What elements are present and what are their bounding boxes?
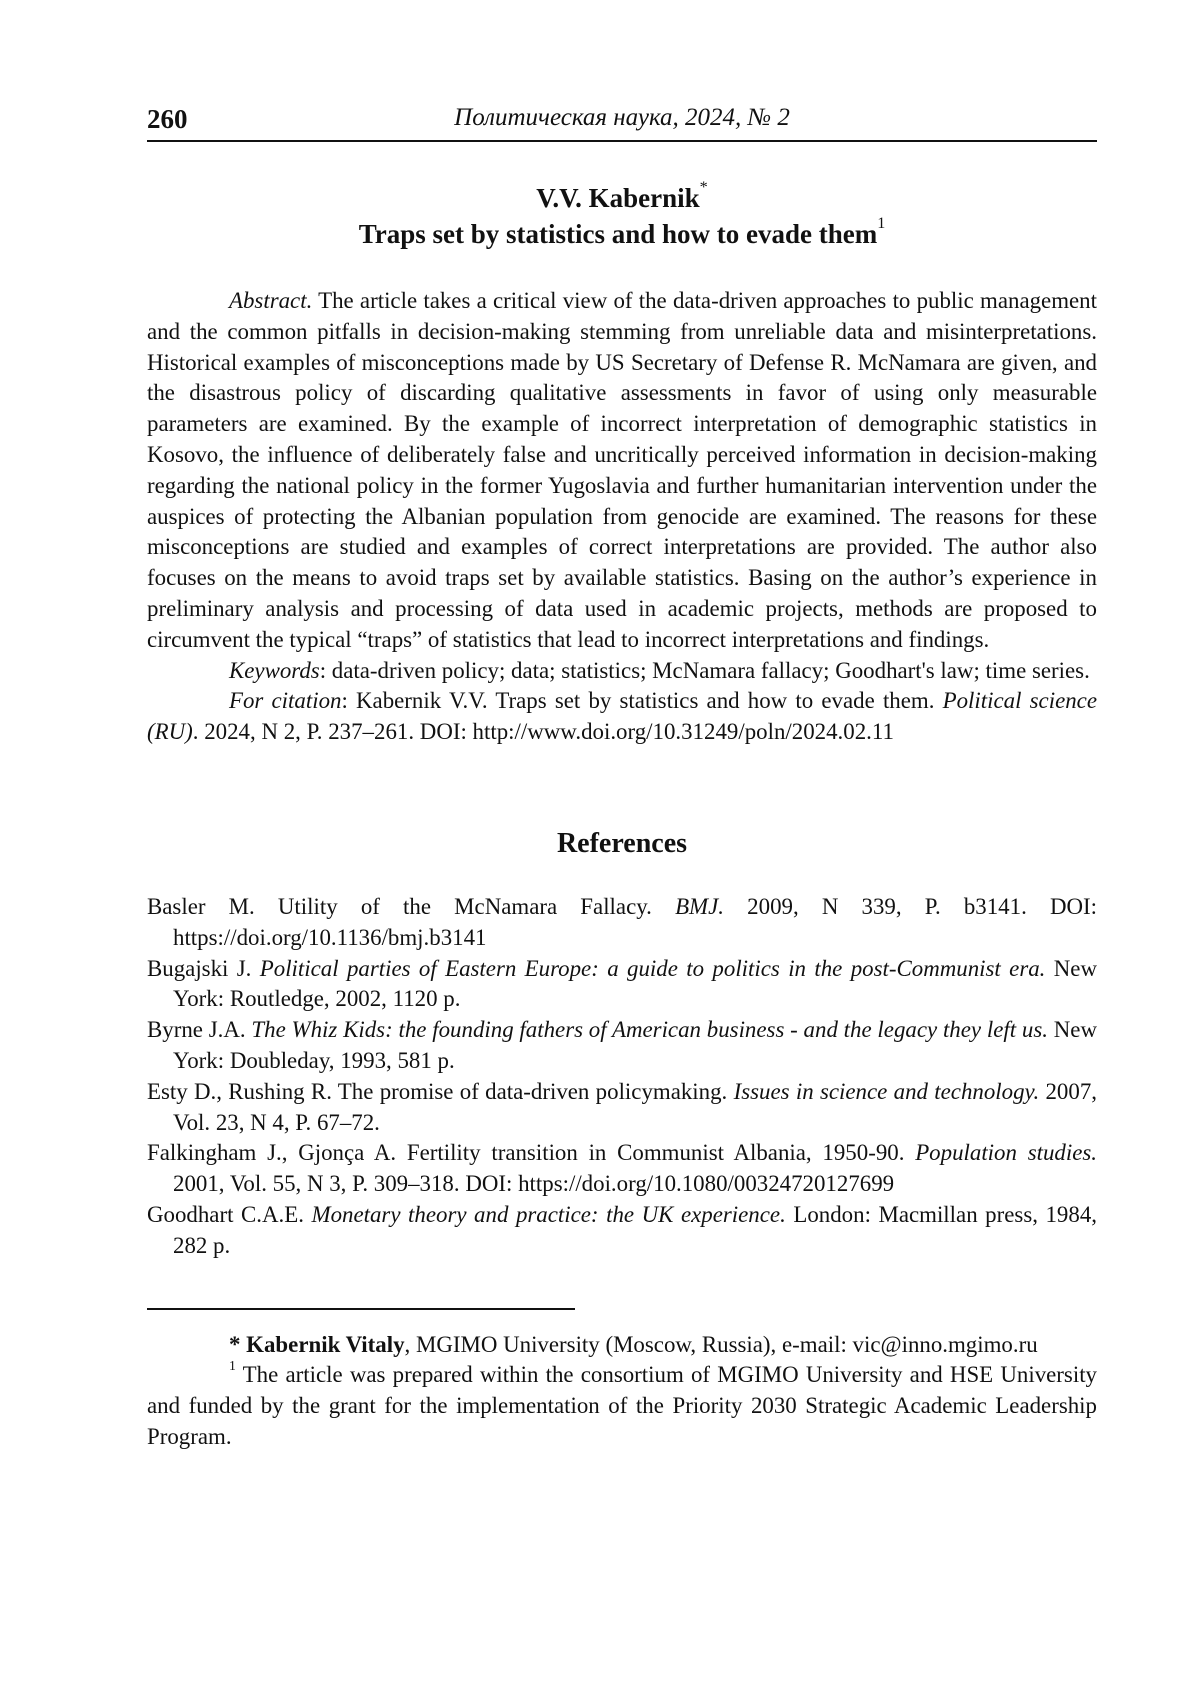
footnote-author-text: , MGIMO University (Moscow, Russia), e-mail: vic@inno.mgimo.ru	[405, 1332, 1038, 1357]
abstract-text: The article takes a critical view of the data-driven approaches to public management and the common pitfalls in decision-making stemming from unreliable data and misinterpretations. Historical examples of misconceptions made by US Secretary of Defense R. McNamara are given, and the disastrous policy of discarding qualitative assessments in favor of using only measurable parameters are examined. By the example of incorrect interpretation of demographic statistics in Kosovo, the influence of deliberately false and uncritically perceived information in decision-making regarding the national policy in the former Yugoslavia and further humanitarian intervention under the auspices of protecting the Albanian population from genocide are examined. The reasons for these misconceptions are studied and examples of correct interpretations are provided. The author also focuses on the means to avoid traps set by available statistics. Basing on the author’s experience in preliminary analysis and processing of data used in academic projects, methods are proposed to circumvent the typical “traps” of statistics that lead to incorrect interpretations and findings.	[147, 288, 1097, 652]
author-name: V.V. Kabernik	[536, 183, 699, 213]
footnote-author	[147, 1330, 1097, 1361]
citation-tail: . 2024, N 2, P. 237–261. DOI: http://www.doi.org/10.31249/poln/2024.02.11	[193, 719, 894, 744]
author-line	[147, 180, 1097, 216]
keywords-text: : data-driven policy; data; statistics; McNamara fallacy; Goodhart's law; time series.	[320, 658, 1090, 683]
article-title-line	[147, 216, 1097, 252]
reference-item	[147, 1077, 1097, 1139]
author-footnote-mark[interactable]: *	[700, 178, 708, 196]
reference-item	[147, 1138, 1097, 1200]
journal-title: Политическая наука, 2024, № 2	[147, 104, 1097, 132]
reference-source: Political parties of Eastern Europe: a guide to politics in the post-Communist era.	[260, 956, 1046, 981]
reference-details: New York: Routledge, 2002, 1120 p.	[173, 956, 1097, 1012]
footnote-funding-mark: 1	[229, 1358, 236, 1373]
abstract-paragraph	[147, 286, 1097, 656]
reference-item	[147, 954, 1097, 1016]
reference-details: 2007, Vol. 23, N 4, P. 67–72.	[173, 1079, 1097, 1135]
reference-details: New York: Doubleday, 1993, 581 p.	[173, 1017, 1097, 1073]
reference-text: Byrne J.A.	[147, 1017, 251, 1042]
footnote-divider	[147, 1308, 575, 1310]
footnote-funding	[147, 1360, 1097, 1452]
citation-journal: Political science (RU)	[147, 688, 1097, 744]
reference-item	[147, 892, 1097, 954]
page-number: 260	[147, 104, 188, 135]
title-footnote-mark[interactable]: 1	[877, 214, 885, 232]
reference-source: BMJ.	[675, 894, 724, 919]
title-block	[147, 180, 1097, 252]
footnote-author-mark: *	[229, 1332, 246, 1357]
reference-text: Esty D., Rushing R. The promise of data-driven policymaking.	[147, 1079, 734, 1104]
footnote-author-name: Kabernik Vitaly	[246, 1332, 404, 1357]
reference-text: Bugajski J.	[147, 956, 260, 981]
reference-details: 2009, N 339, P. b3141. DOI: https://doi.org/10.1136/bmj.b3141	[173, 894, 1097, 950]
footnote-funding-text: The article was prepared within the consortium of MGIMO University and HSE University and funded by the grant for the implementation of the Priority 2030 Strategic Academic Leadership Program.	[147, 1362, 1097, 1449]
citation-paragraph	[147, 686, 1097, 748]
reference-details: 2001, Vol. 55, N 3, P. 309–318. DOI: https://doi.org/10.1080/00324720127699	[173, 1171, 894, 1196]
reference-source: Population studies.	[915, 1140, 1097, 1165]
citation-text: : Kabernik V.V. Traps set by statistics and how to evade them.	[341, 688, 942, 713]
reference-item	[147, 1200, 1097, 1262]
references-list	[147, 892, 1097, 1262]
reference-details: London: Macmillan press, 1984, 282 p.	[173, 1202, 1097, 1258]
reference-source: Monetary theory and practice: the UK experience.	[312, 1202, 786, 1227]
reference-text: Falkingham J., Gjonça A. Fertility transition in Communist Albania, 1950-90.	[147, 1140, 915, 1165]
reference-source: The Whiz Kids: the founding fathers of American business - and the legacy they left us.	[251, 1017, 1048, 1042]
reference-text: Goodhart C.A.E.	[147, 1202, 312, 1227]
page	[147, 100, 1097, 1453]
keywords-label: Keywords	[229, 658, 320, 683]
reference-text: Basler M. Utility of the McNamara Fallacy.	[147, 894, 675, 919]
abstract-label: Abstract.	[229, 288, 312, 313]
article-title: Traps set by statistics and how to evade them	[359, 219, 878, 249]
citation-label: For citation	[229, 688, 341, 713]
keywords-paragraph	[147, 656, 1097, 687]
running-head	[147, 100, 1097, 142]
reference-source: Issues in science and technology.	[734, 1079, 1040, 1104]
reference-item	[147, 1015, 1097, 1077]
references-heading: References	[147, 828, 1097, 860]
